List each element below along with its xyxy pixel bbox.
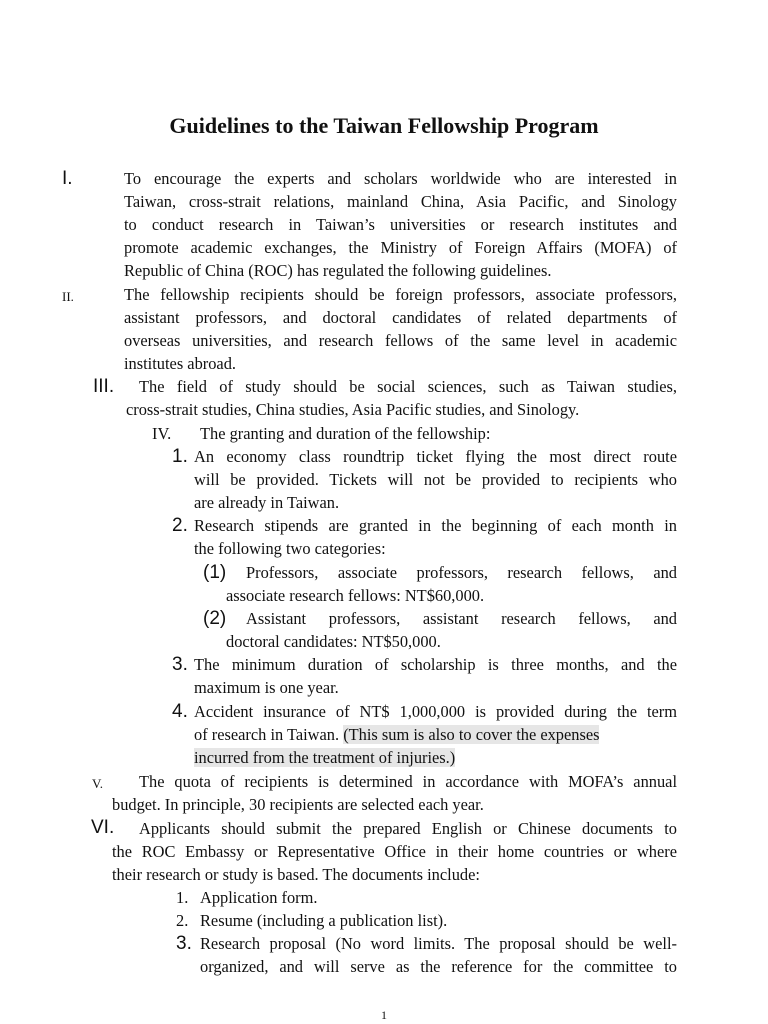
list-item-marker: 2. <box>172 515 188 536</box>
text-span: of research in Taiwan. <box>194 725 344 744</box>
sub-item-marker: (1) <box>203 562 227 583</box>
text-line: Applicants should submit the prepared English or Chinese documents to <box>139 819 677 838</box>
text-line: The minimum duration of scholarship is three months, and the <box>194 655 677 674</box>
section-marker: VI. <box>91 817 115 838</box>
text-line: are already in Taiwan. <box>194 493 340 512</box>
list-item-marker: 1. <box>172 446 188 467</box>
text-line: will be provided. Tickets will not be provided to recipients who <box>194 470 677 489</box>
text-line: doctoral candidates: NT$50,000. <box>226 632 441 651</box>
list-item-marker: 1. <box>176 888 189 907</box>
text-line: overseas universities, and research fellows of the same level in academic <box>124 331 677 350</box>
text-line: Research proposal (No word limits. The proposal should be well- <box>200 934 677 953</box>
section-marker: II. <box>62 289 74 304</box>
sub-item-marker: (2) <box>203 608 227 629</box>
highlighted-text: (This sum is also to cover the expenses <box>343 725 600 744</box>
list-item-marker: 3. <box>176 933 192 954</box>
text-line: An economy class roundtrip ticket flying the most direct route <box>194 447 677 466</box>
text-line: Taiwan, cross-strait relations, mainland China, Asia Pacific, and Sinology <box>124 192 677 211</box>
list-item-marker: 4. <box>172 701 188 722</box>
page-number: 1 <box>381 1008 387 1022</box>
section-marker: I. <box>62 168 73 189</box>
highlighted-text: incurred from the treatment of injuries.) <box>194 748 456 767</box>
text-line <box>194 723 599 746</box>
section-marker: III. <box>93 376 115 397</box>
text-line: cross-strait studies, China studies, Asia Pacific studies, and Sinology. <box>126 400 580 419</box>
text-line: maximum is one year. <box>194 678 339 697</box>
text-line: budget. In principle, 30 recipients are selected each year. <box>112 795 484 814</box>
text-line: Resume (including a publication list). <box>200 911 448 930</box>
text-line: promote academic exchanges, the Ministry of Foreign Affairs (MOFA) of <box>124 238 677 257</box>
text-line: Application form. <box>200 888 318 907</box>
text-line: Research stipends are granted in the beginning of each month in <box>194 516 677 535</box>
text-line: institutes abroad. <box>124 354 236 373</box>
document-title: Guidelines to the Taiwan Fellowship Program <box>169 113 599 138</box>
text-line: Accident insurance of NT$ 1,000,000 is provided during the term <box>194 702 677 721</box>
text-line: assistant professors, and doctoral candidates of related departments of <box>124 308 677 327</box>
text-line: To encourage the experts and scholars worldwide who are interested in <box>124 169 677 188</box>
text-line: associate research fellows: NT$60,000. <box>226 586 485 605</box>
text-line: Republic of China (ROC) has regulated the following guidelines. <box>124 261 552 280</box>
section-marker: V. <box>92 776 103 791</box>
text-line <box>194 746 455 769</box>
text-line: their research or study is based. The documents include: <box>112 865 480 884</box>
text-line: organized, and will serve as the reference for the committee to <box>200 957 677 976</box>
text-line: The granting and duration of the fellowship: <box>200 424 491 443</box>
text-line: to conduct research in Taiwan’s universities or research institutes and <box>124 215 677 234</box>
text-line: Professors, associate professors, research fellows, and <box>246 563 677 582</box>
text-line: The fellowship recipients should be foreign professors, associate professors, <box>124 285 677 304</box>
section-marker: IV. <box>152 424 172 443</box>
text-line: the ROC Embassy or Representative Office in their home countries or where <box>112 842 677 861</box>
text-line: the following two categories: <box>194 539 386 558</box>
text-line: Assistant professors, assistant research fellows, and <box>246 609 677 628</box>
list-item-marker: 3. <box>172 654 188 675</box>
text-line: The quota of recipients is determined in accordance with MOFA’s annual <box>139 772 677 791</box>
text-line: The field of study should be social sciences, such as Taiwan studies, <box>139 377 677 396</box>
list-item-marker: 2. <box>176 911 189 930</box>
